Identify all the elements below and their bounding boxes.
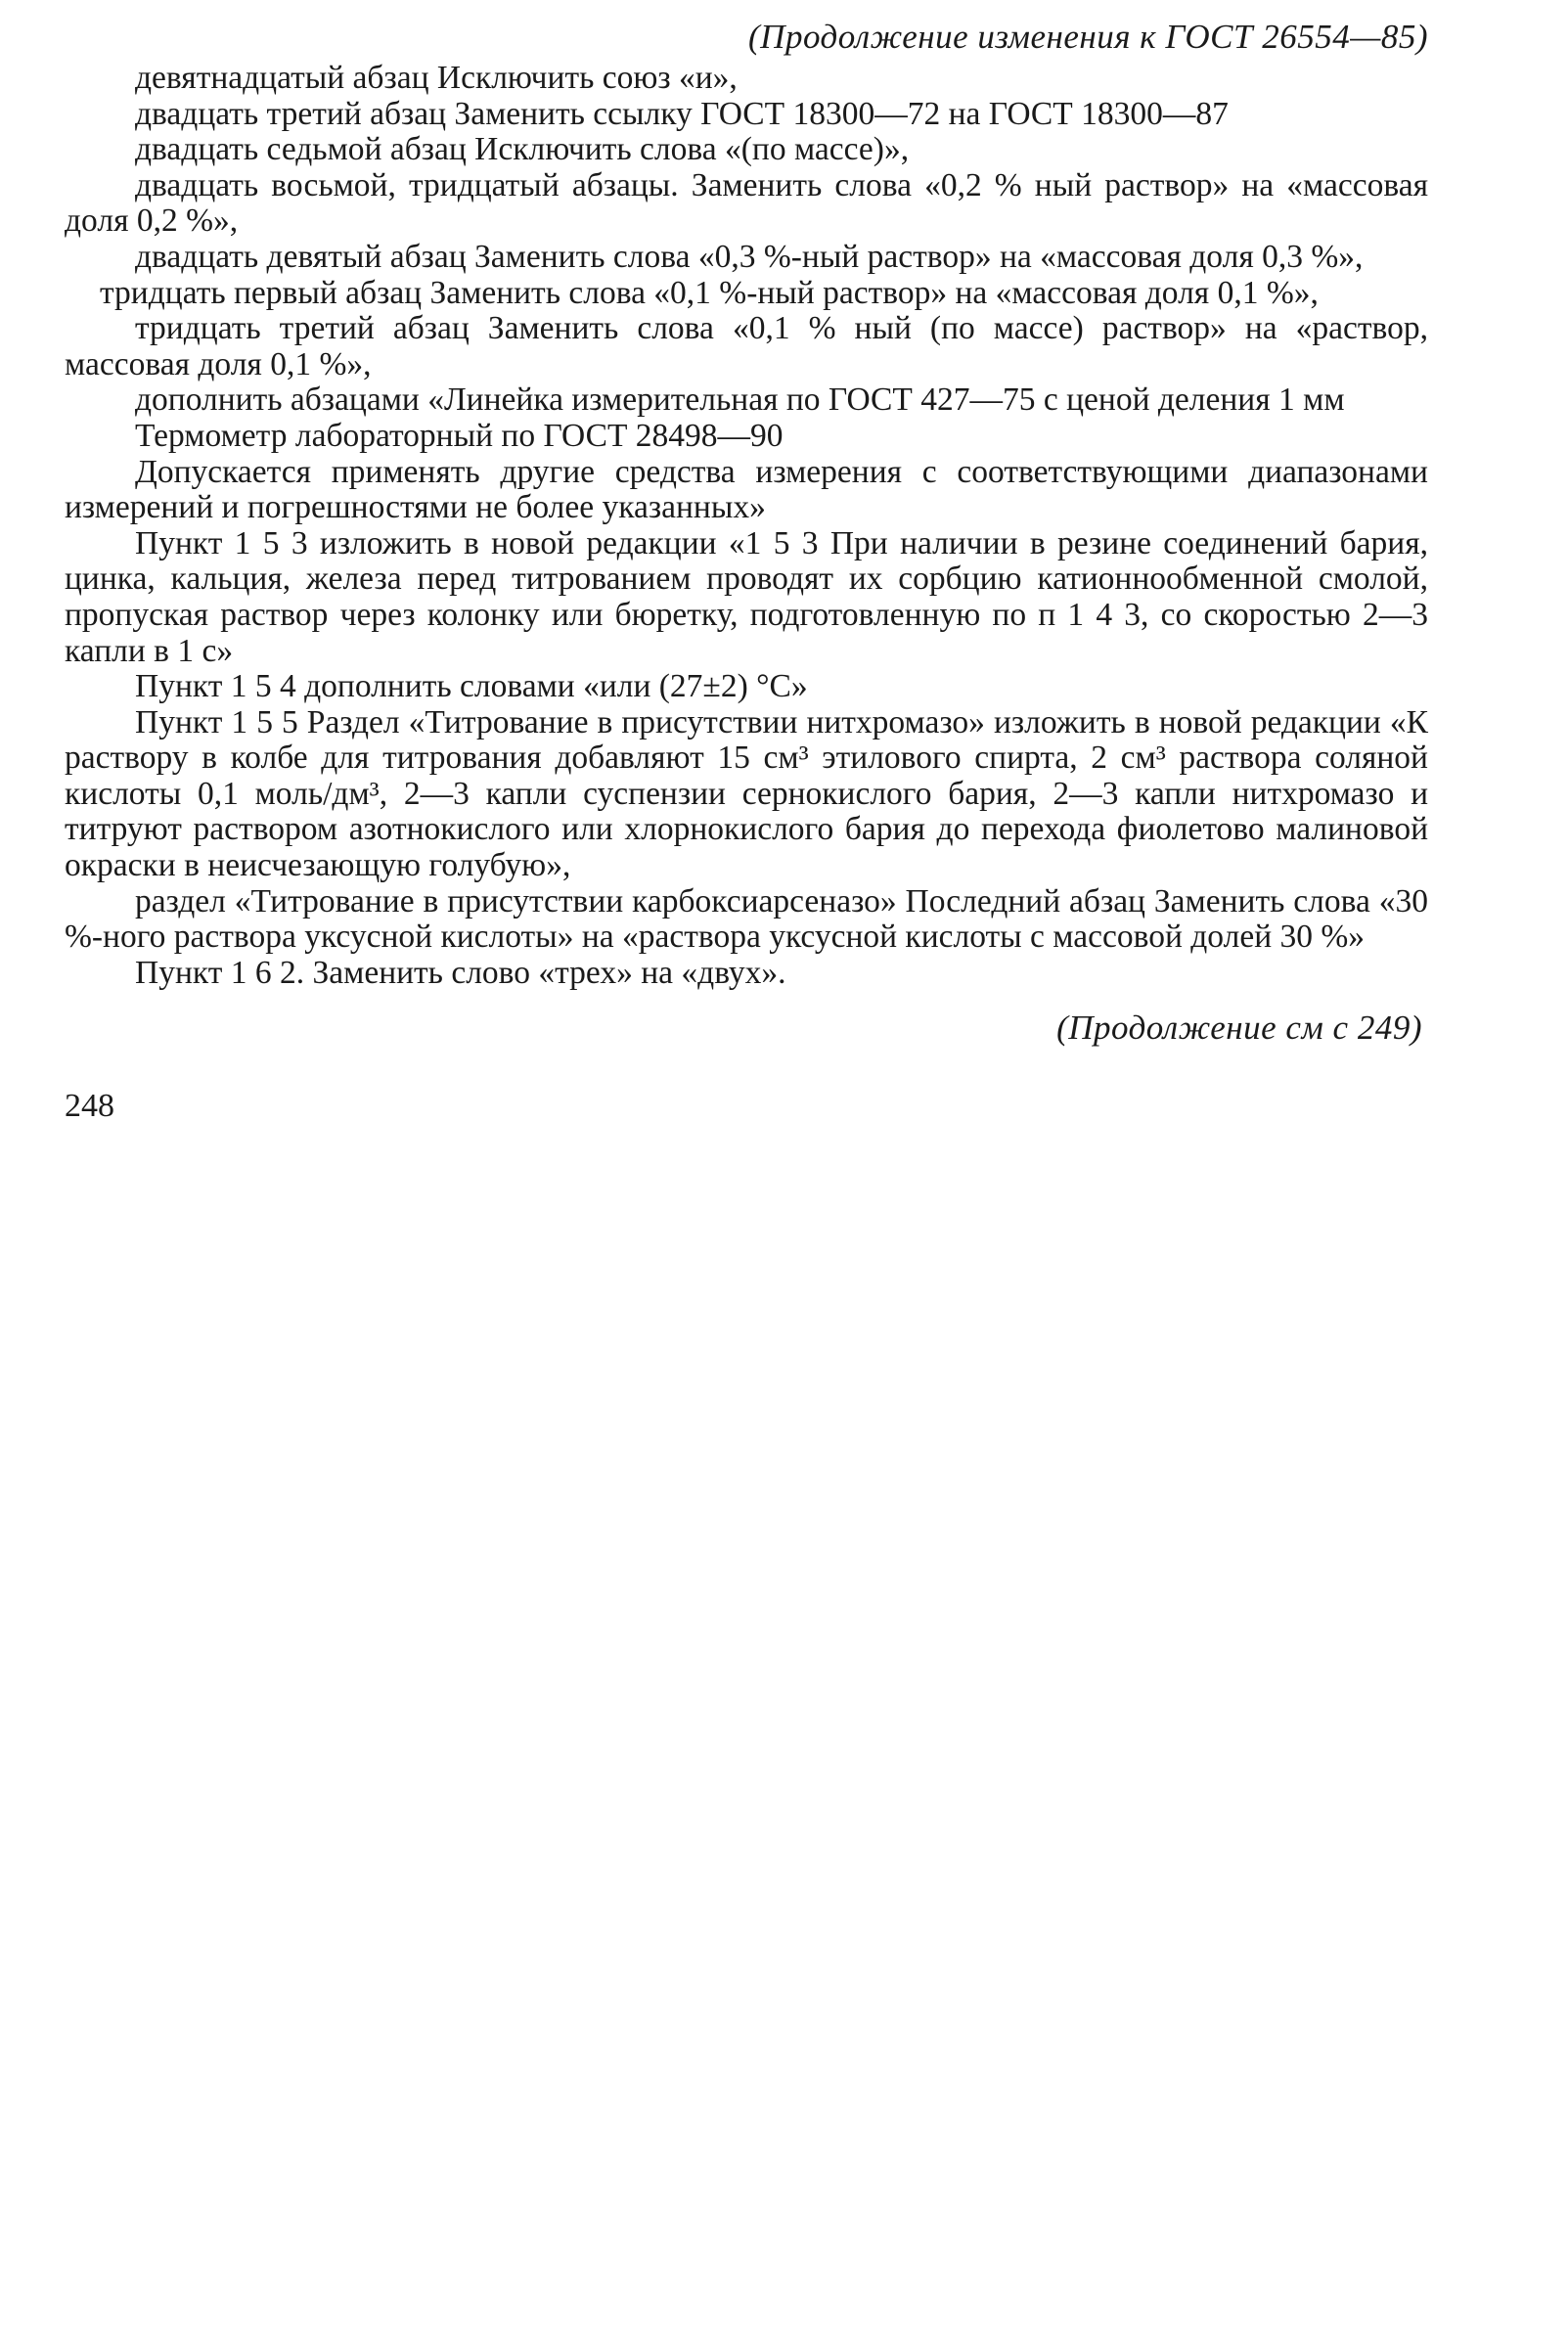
paragraph: двадцать восьмой, тридцатый абзацы. Заменить слова «0,2 % ный раствор» на «массовая доля 0,2 %», (65, 166, 1428, 240)
paragraph: дополнить абзацами «Линейка измерительная по ГОСТ 427—75 с ценой деления 1 мм (135, 381, 1345, 419)
paragraph: двадцать третий абзац Заменить ссылку ГОСТ 18300—72 на ГОСТ 18300—87 (135, 95, 1229, 132)
paragraph: девятнадцатый абзац Исключить союз «и», (135, 60, 738, 96)
document-page (65, 14, 1428, 1126)
paragraph: тридцать третий абзац Заменить слова «0,1 % ный (по массе) раствор» на «раствор, массовая доля 0,1 %», (65, 310, 1428, 382)
paragraph: Пункт 1 5 4 дополнить словами «или (27±2) °С» (135, 668, 808, 705)
paragraph: двадцать седьмой абзац Исключить слова «(по массе)», (135, 131, 910, 168)
paragraph: Пункт 1 5 3 изложить в новой редакции «1 5 3 При наличии в резине соединений бария, цинка, кальция, железа перед титрованием проводят их сорбцию катионнообменной смолой, пропуская раствор через колонку или бюретку, подготовленную по п 1 4 3, со скоростью 2—3 капли в 1 с» (65, 524, 1428, 669)
continuation-header: (Продолжение изменения к ГОСТ 26554—85) (748, 18, 1428, 56)
paragraph: раздел «Титрование в присутствии карбоксиарсеназо» Последний абзац Заменить слова «30 %-ного раствора уксусной кислоты» на «раствора уксусной кислоты с массовой долей 30 %» (65, 882, 1428, 956)
paragraph: двадцать девятый абзац Заменить слова «0,3 %-ный раствор» на «массовая доля 0,3 %», (135, 238, 1364, 275)
page-number: 248 (65, 1088, 114, 1125)
paragraph: тридцать первый абзац Заменить слова «0,1 %-ный раствор» на «массовая доля 0,1 %», (100, 274, 1319, 311)
paragraph: Термометр лабораторный по ГОСТ 28498—90 (135, 417, 784, 454)
paragraph: Пункт 1 6 2. Заменить слово «трех» на «двух». (135, 954, 786, 991)
paragraph: Пункт 1 5 5 Раздел «Титрование в присутствии нитхромазо» изложить в новой редакции «К раствору в колбе для титрования добавляют 15 см³ этилового спирта, 2 см³ раствора соляной кислоты 0,1 моль/дм³, 2—3 капли суспензии сернокислого бария, 2—3 капли нитхромазо и титруют раствором азотнокислого или хлорнокислого бария до перехода фиолетово малиновой окраски в неисчезающую голубую», (65, 703, 1428, 884)
continuation-footer: (Продолжение см с 249) (1056, 1009, 1422, 1048)
paragraph: Допускается применять другие средства измерения с соответствующими диапазонами измерений и погрешностями не более указанных» (65, 453, 1428, 526)
amendment-body (65, 61, 1428, 991)
